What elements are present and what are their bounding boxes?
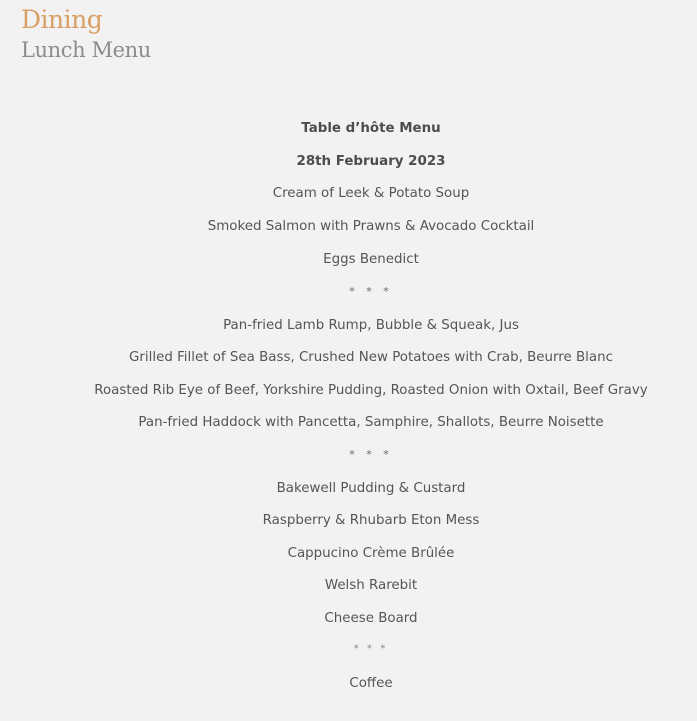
menu-item-main: Roasted Rib Eye of Beef, Yorkshire Pudding, Roasted Onion with Oxtail, Beef Gravy xyxy=(94,383,648,398)
course-separator: * * * xyxy=(349,448,393,461)
page-subtitle: Lunch Menu xyxy=(21,38,151,62)
section-title: Dining xyxy=(21,5,103,34)
menu-item-main: Pan-fried Haddock with Pancetta, Samphire, Shallots, Beurre Noisette xyxy=(138,415,604,430)
menu-item-coffee: Coffee xyxy=(349,676,393,691)
menu-heading: Table d’hôte Menu xyxy=(301,121,441,136)
menu-item-dessert: Raspberry & Rhubarb Eton Mess xyxy=(262,513,480,528)
menu-item-starter: Cream of Leek & Potato Soup xyxy=(272,186,470,201)
menu-item-starter: Smoked Salmon with Prawns & Avocado Cocktail xyxy=(207,219,535,234)
menu-item-dessert: Welsh Rarebit xyxy=(324,578,418,593)
menu-item-main: Pan-fried Lamb Rump, Bubble & Squeak, Jus xyxy=(223,318,519,333)
menu-date: 28th February 2023 xyxy=(296,154,446,169)
page-header xyxy=(21,4,151,63)
course-separator: * * * xyxy=(353,644,389,654)
course-separator: * * * xyxy=(349,285,393,298)
menu-item-main: Grilled Fillet of Sea Bass, Crushed New Potatoes with Crab, Beurre Blanc xyxy=(129,350,613,365)
menu-item-dessert: Cappucino Crème Brûlée xyxy=(287,546,455,561)
menu-item-dessert: Cheese Board xyxy=(324,611,418,626)
menu-item-dessert: Bakewell Pudding & Custard xyxy=(276,481,466,496)
menu-item-starter: Eggs Benedict xyxy=(323,252,419,267)
